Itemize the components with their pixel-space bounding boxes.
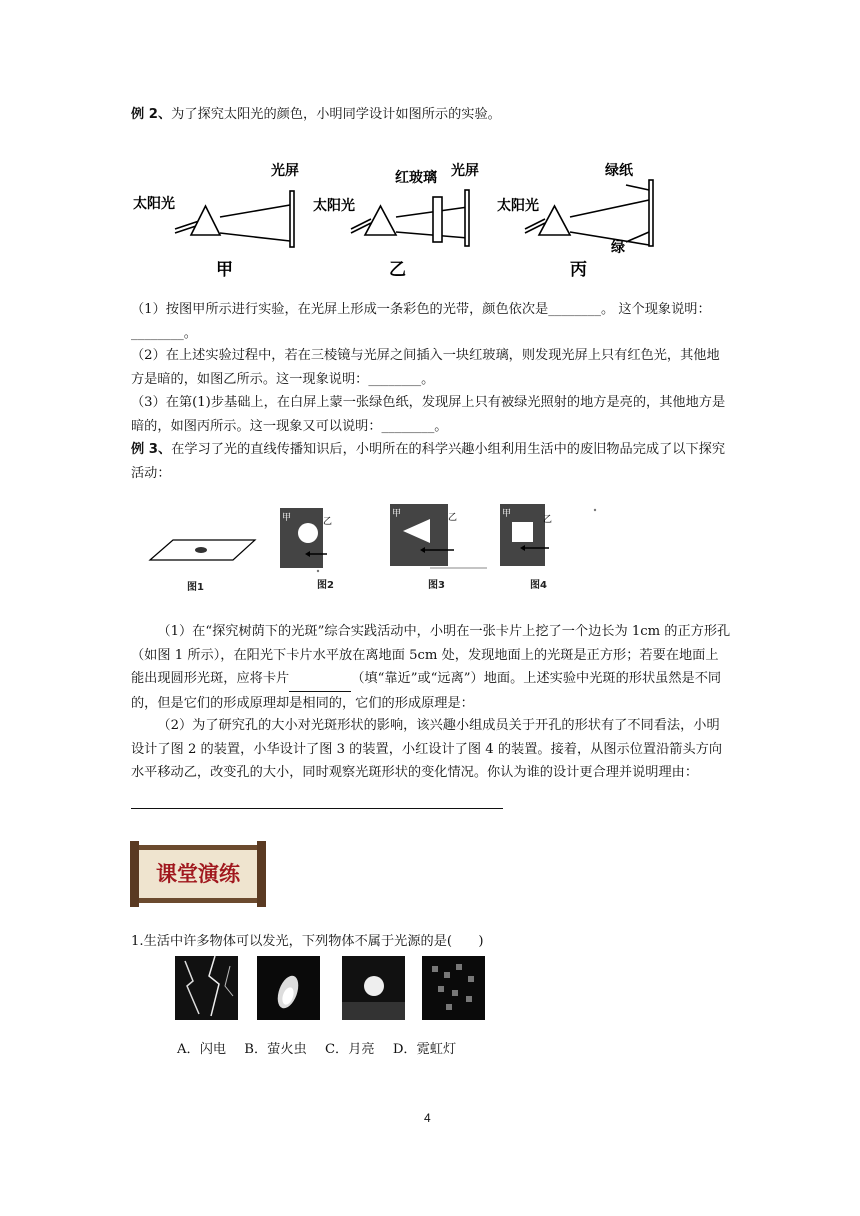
label-sun-c: 太阳光 xyxy=(497,198,539,214)
ex2-label: 例 2、 xyxy=(131,107,172,122)
caption-fig2: 图2 xyxy=(317,580,334,591)
screen-a xyxy=(290,191,294,247)
screen-c xyxy=(649,180,653,246)
q1-options xyxy=(177,1038,470,1057)
banner-text: 课堂演练 xyxy=(156,861,240,886)
label-sun-a: 太阳光 xyxy=(133,196,175,212)
q1-stem: 1.生活中许多物体可以发光，下列物体不属于光源的是( ) xyxy=(131,934,484,949)
caption-b: 乙 xyxy=(389,260,406,280)
firefly-image xyxy=(257,956,320,1020)
caption-fig3: 图3 xyxy=(428,580,445,591)
ex3-q1-blank xyxy=(289,667,351,692)
label-green: 绿 xyxy=(611,240,625,256)
caption-a: 甲 xyxy=(216,260,233,280)
label-screen-a: 光屏 xyxy=(271,163,299,179)
screen-b xyxy=(465,190,469,246)
option-c[interactable]: C．月亮 xyxy=(324,1042,375,1057)
ex3-q2 xyxy=(131,714,731,809)
caption-c: 丙 xyxy=(570,260,587,280)
option-a[interactable]: A．闪电 xyxy=(177,1042,227,1057)
moon-image xyxy=(342,956,405,1020)
prism-a xyxy=(191,206,220,235)
label-green-paper: 绿纸 xyxy=(605,163,633,179)
ex2-q2: （2）在上述实验过程中，若在三棱镜与光屏之间插入一块红玻璃，则发现光屏上只有红色光，其他地方是暗的，如图乙所示。这一现象说明：________。 xyxy=(131,348,720,387)
ex2-q1: （1）按图甲所示进行实验，在光屏上形成一条彩色的光带，颜色依次是________。 这个现象说明：________。 xyxy=(131,302,711,341)
ex2-intro-text: 为了探究太阳光的颜色，小明同学设计如图所示的实验。 xyxy=(171,107,501,122)
ex3-q1-a: （1）在“探究树荫下的光斑”综合实践活动中，小明在一张卡片上挖了一个边长为 1cm 的正方形孔（如图 1 所示），在阳光下卡片水平放在离地面 5cm 处，发现地面上的光斑是正方形；若要在地面上能出现圆形光斑，应将卡片 xyxy=(131,624,731,686)
label-jia-fig2: 甲 xyxy=(282,513,292,523)
label-yi-fig4: 乙 xyxy=(543,515,553,525)
label-sun-b: 太阳光 xyxy=(313,198,355,214)
red-glass xyxy=(433,197,442,242)
section-banner xyxy=(130,839,266,909)
caption-fig4: 图4 xyxy=(530,580,547,591)
caption-fig1: 图1 xyxy=(187,582,204,593)
ex3-intro xyxy=(131,438,731,485)
ex3-intro-text: 在学习了光的直线传播知识后，小明所在的科学兴趣小组利用生活中的废旧物品完成了以下探究活动： xyxy=(131,442,726,481)
ex3-q2-blank xyxy=(131,785,503,810)
label-jia-fig3: 甲 xyxy=(392,509,402,519)
option-b[interactable]: B．萤火虫 xyxy=(244,1042,307,1057)
label-jia-fig4: 甲 xyxy=(502,509,512,519)
label-screen-b: 光屏 xyxy=(451,163,479,179)
ex3-q1-b: （填“靠近”或“远离”）地面。上述实验中光斑的形状虽然是不同的，但是它们的形成原理却是相同的，它们的形成原理是： xyxy=(131,671,722,711)
ex3-q1 xyxy=(131,620,731,715)
page-number: 4 xyxy=(424,1111,431,1125)
option-d[interactable]: D．霓虹灯 xyxy=(392,1042,457,1057)
ex3-q2-text: （2）为了研究孔的大小对光斑形状的影响，该兴趣小组成员关于开孔的形状有了不同看法，小明设计了图 2 的装置，小华设计了图 3 的装置，小红设计了图 4 的装置。接着，从图示位置沿箭头方向水平移动乙，改变孔的大小，同时观察光斑形状的变化情况。你认为谁的设计更合理并说明理由： xyxy=(131,718,723,780)
prism-figure xyxy=(133,155,668,285)
neon-light-image xyxy=(422,956,485,1020)
label-red-glass: 红玻璃 xyxy=(395,170,437,186)
ex3-label: 例 3、 xyxy=(131,442,172,457)
label-yi-fig3: 乙 xyxy=(448,513,458,523)
card-figure xyxy=(145,498,605,598)
lightning-image xyxy=(175,956,238,1020)
ex2-q3: （3）在第(1)步基础上，在白屏上蒙一张绿色纸，发现屏上只有被绿光照射的地方是亮的，其他地方是暗的，如图丙所示。这一现象又可以说明：________。 xyxy=(131,395,726,434)
label-yi-fig2: 乙 xyxy=(323,517,333,527)
ex2-intro xyxy=(131,103,731,127)
